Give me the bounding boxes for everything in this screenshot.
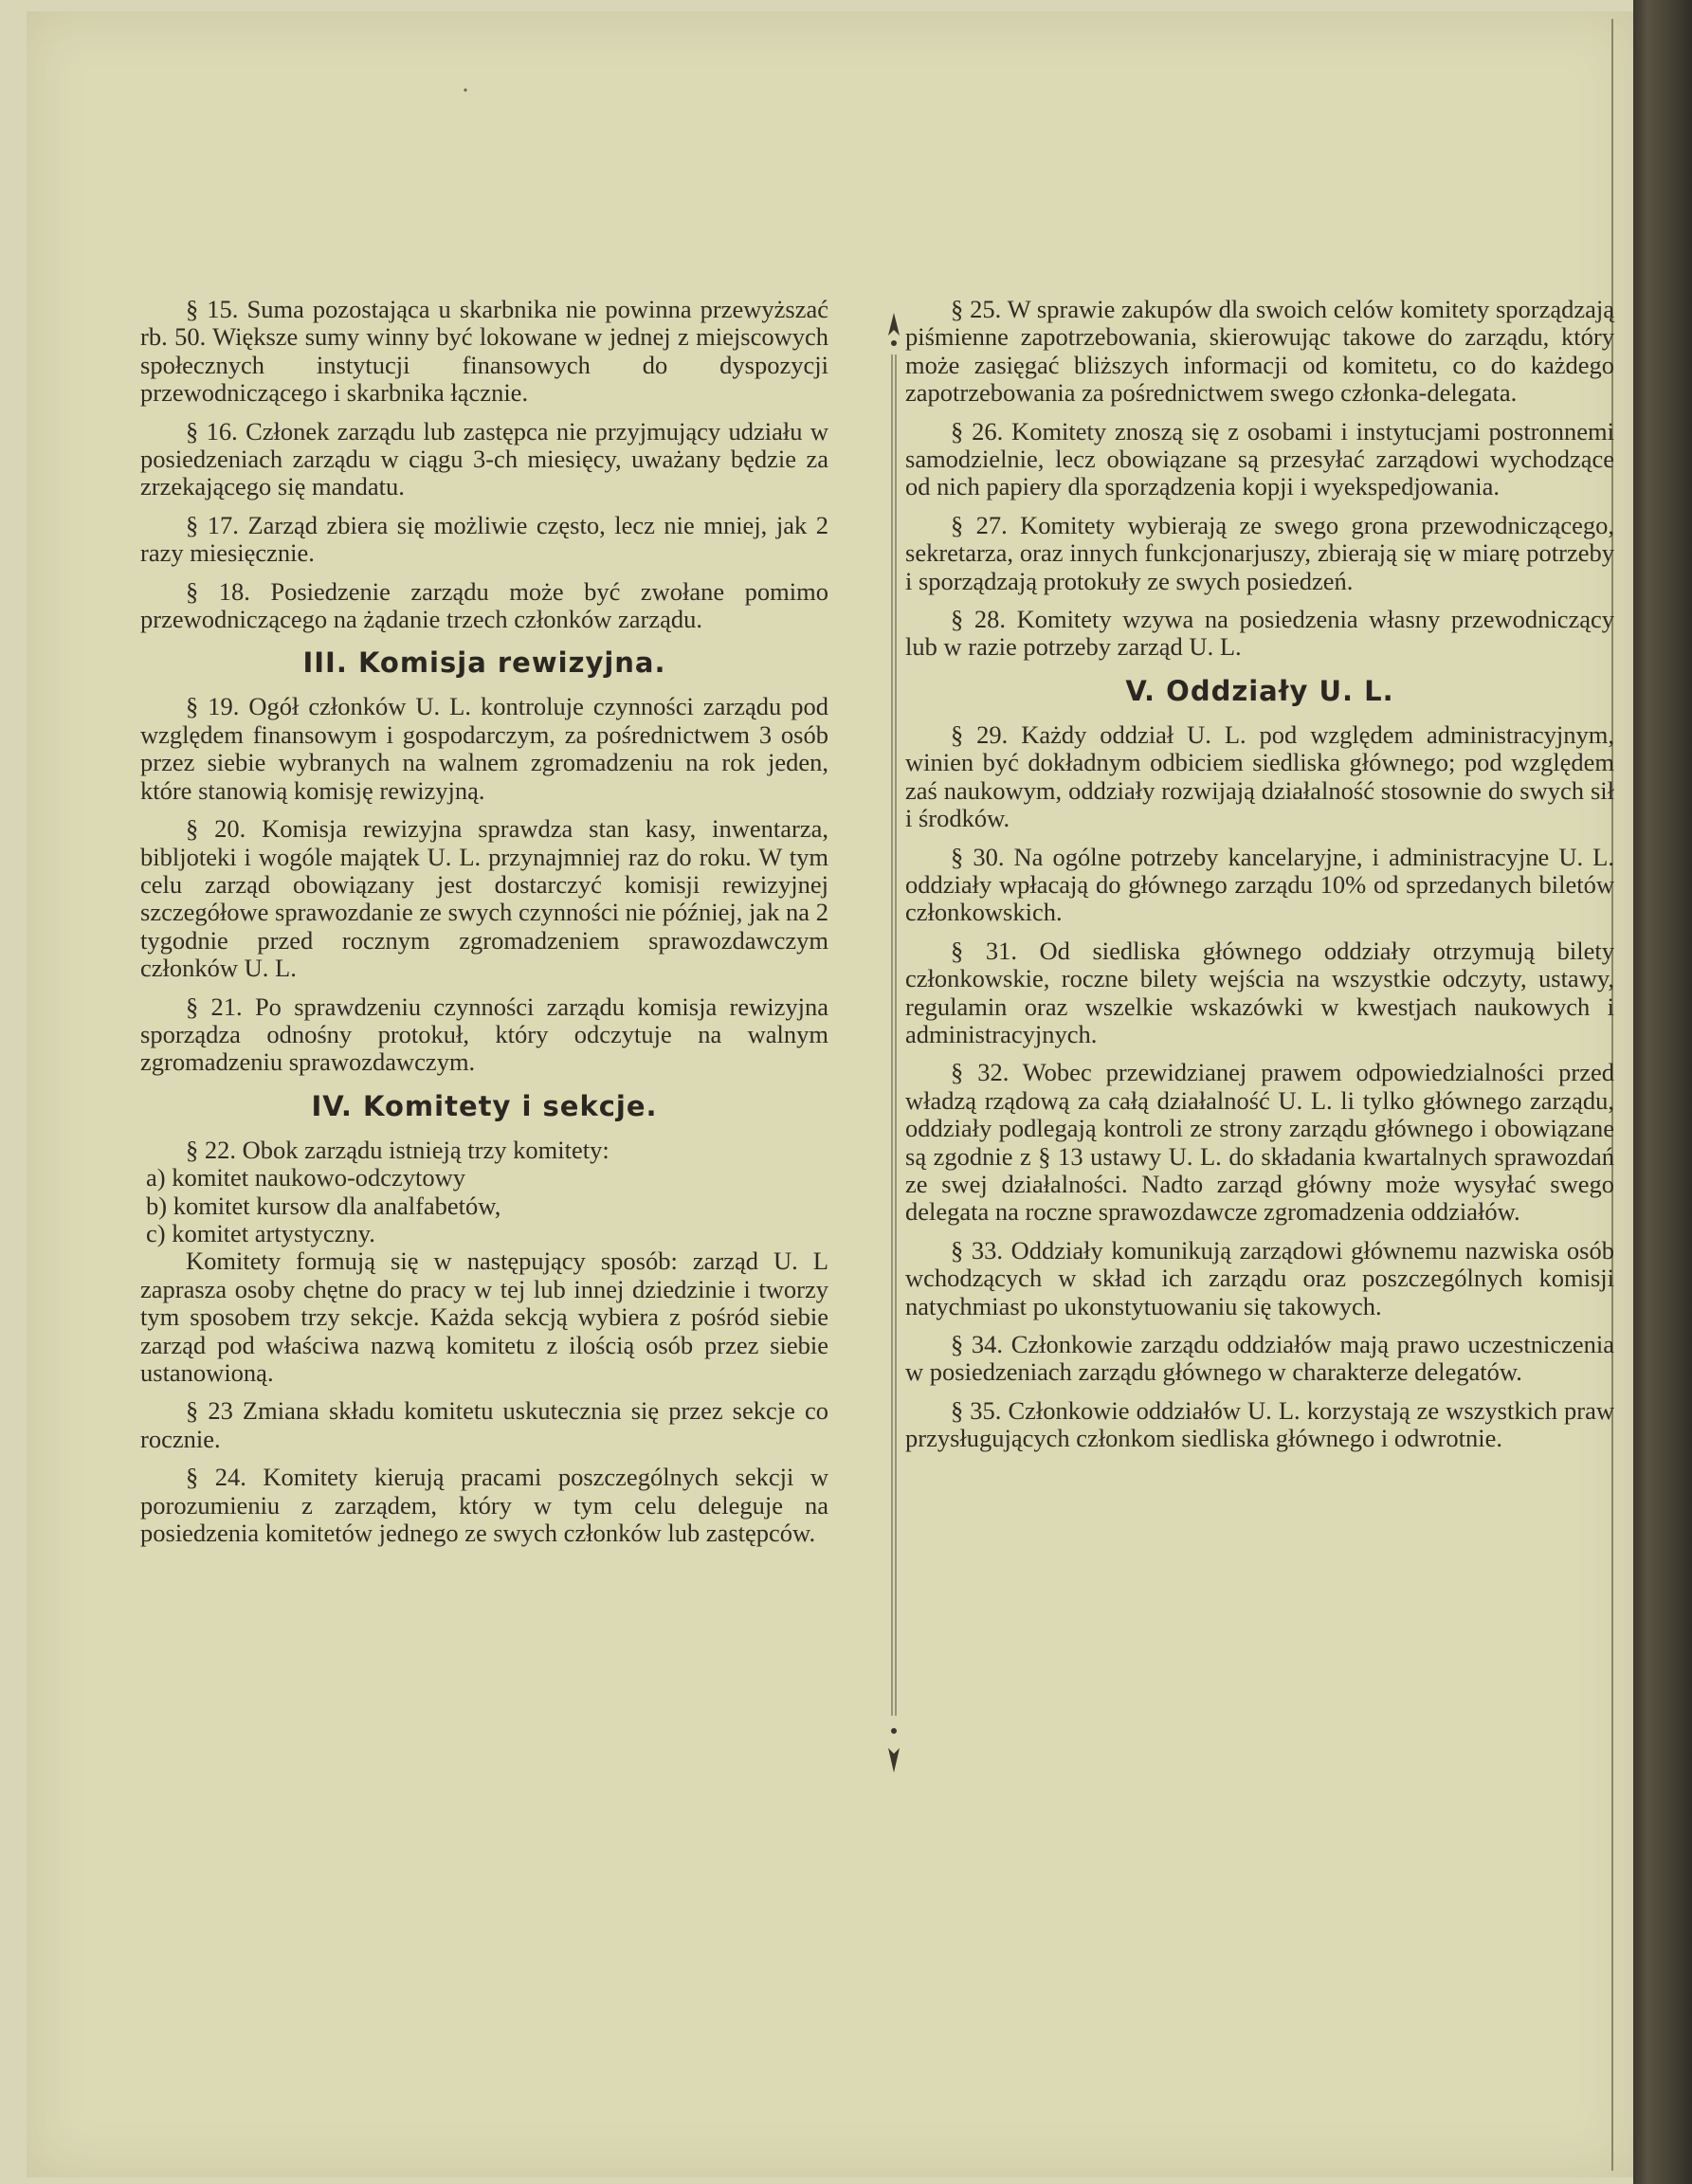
- paragraph-19: § 19. Ogół członków U. L. kontroluje czynności zarządu pod względem finansowym i gospodarczym, za pośrednictwem 3 osób przez siebie wybranych na walnem zgromadzeniu na rok jeden, które stanowią komisję rewizyjną.: [140, 692, 828, 805]
- paragraph-29: § 29. Każdy oddział U. L. pod względem administracyjnym, winien być dokładnym odbiciem siedliska głównego; pod względem zaś naukowym, oddziały rozwijają działalność stosownie do swych sił i środków.: [905, 719, 1614, 833]
- list-item-c: c) komitet artystyczny.: [146, 1218, 375, 1247]
- paragraph-22: § 22. Obok zarządu istnieją trzy komitety:: [186, 1135, 609, 1164]
- paragraph-31: § 31. Od siedliska głównego oddziały otrzymują bilety członkowskie, roczne bilety wejścia na wszystkie odczyty, ustawy, regulamin oraz wszelkie wskazówki w kwestjach naukowych i administracyjnych.: [905, 936, 1614, 1048]
- pencil-mark: [462, 82, 469, 89]
- paragraph-25: § 25. W sprawie zakupów dla swoich celów komitety sporządzają piśmienne zapotrzebowania, skierowując takowe do zarządu, który może zasięgać bliższych informacji od komitetu, co do każdego zapotrzebowania za pośrednictwem swego członka-delegata.: [905, 295, 1614, 408]
- paragraph-34: § 34. Członkowie zarządu oddziałów mają prawo uczestniczenia w posiedzeniach zarządu głównego w charakterze delegatów.: [905, 1330, 1614, 1387]
- left-column: [140, 296, 828, 1547]
- section-heading-4: IV. Komitety i sekcje.: [311, 1089, 658, 1122]
- paragraph-17: § 17. Zarząd zbiera się możliwie często, lecz nie mniej, jak 2 razy miesięcznie.: [140, 510, 828, 568]
- paragraph-16: § 16. Członek zarządu lub zastępca nie przyjmujący udziału w posiedzeniach zarządu w ciągu 3-ch miesięcy, uważany będzie za zrzekającego się mandatu.: [140, 416, 828, 501]
- section-heading-5: V. Oddziały U. L.: [1125, 674, 1394, 707]
- paragraph-33: § 33. Oddziały komunikują zarządowi głównemu nazwiska osób wchodzących w skład ich zarządu oraz poszczególnych komisji natychmiast po ukonstytuowaniu się takowych.: [905, 1235, 1614, 1320]
- paragraph-18: § 18. Posiedzenie zarządu może być zwołane pomimo przewodniczącego na żądanie trzech członków zarządu.: [140, 576, 828, 634]
- paragraph-32: § 32. Wobec przewidzianej prawem odpowiedzialności przed władzą rządową za całą działalność U. L. li tylko głównego zarządu, oddziały podlegają kontroli ze strony zarządu głównego i obowiązane są zgodnie z § 13 ustawy U. L. do składania kwartalnych sprawozdań ze swej działalności. Nadto zarząd główny może wysyłać swego delegata na roczne sprawozdawcze zgromadzenia oddziałów.: [905, 1058, 1614, 1227]
- binding-edge: [1633, 0, 1692, 2184]
- list-item-b: b) komitet kursow dla analfabetów,: [146, 1191, 501, 1220]
- arrowhead-up-icon: [888, 313, 900, 346]
- paragraph-22-continued: Komitety formują się w następujący sposób: zarząd U. L zaprasza osoby chętne do pracy w tej lub innej dziedzinie i tworzy tym sposobem trzy sekcje. Każda sekcją wybiera z pośród siebie zarząd pod właściwa nazwą komitetu z ilością osób przez siebie ustanowioną.: [140, 1247, 828, 1387]
- paragraph-20: § 20. Komisja rewizyjna sprawdza stan kasy, inwentarza, bibljoteki i wogóle majątek U. L. przynajmniej raz do roku. W tym celu zarząd obowiązany jest dostarczyć komisji rewizyjnej szczegółowe sprawozdanie ze swych czynności nie później, jak na 2 tygodnie przed rocznym zgromadzeniem sprawozdawczym członków U. L.: [140, 814, 828, 983]
- paragraph-21: § 21. Po sprawdzeniu czynności zarządu komisja rewizyjna sporządza odnośny protokuł, który odczytuje na walnym zgromadzeniu sprawozdawczym.: [140, 992, 828, 1077]
- paragraph-15: § 15. Suma pozostająca u skarbnika nie powinna przewyższać rb. 50. Większe sumy winny być lokowane w jednej z miejscowych społecznych instytucji finansowych do dyspozycji przewodniczącego i skarbnika łącznie.: [140, 295, 828, 408]
- column-divider: [885, 313, 902, 1773]
- paragraph-35: § 35. Członkowie oddziałów U. L. korzystają ze wszystkich praw przysługujących członkom siedliska głównego i odwrotnie.: [905, 1395, 1614, 1453]
- list-item-a: a) komitet naukowo-odczytowy: [146, 1163, 466, 1192]
- paragraph-23: § 23 Zmiana składu komitetu uskuteczniа się przez sekcje co rocznie.: [140, 1396, 828, 1453]
- arrowhead-down-icon: [888, 1728, 900, 1773]
- paragraph-24: § 24. Komitety kierują pracami poszczególnych sekcji w porozumieniu z zarządem, który w tym celu deleguje na posiedzenia komitetów jednego ze swych członków lub zastępców.: [140, 1463, 828, 1548]
- right-column: [905, 296, 1614, 1453]
- paragraph-26: § 26. Komitety znoszą się z osobami i instytucjami postronnemi samodzielnie, lecz obowiązane są przesyłać zarządowi wychodzące od nich papiery dla sporządzenia kopji i wyekspedjowania.: [905, 416, 1614, 501]
- paragraph-28: § 28. Komitety wzywa na posiedzenia własny przewodniczący lub w razie potrzeby zarząd U. L.: [905, 605, 1614, 662]
- section-heading-3: III. Komisja rewizyjna.: [302, 646, 666, 680]
- paragraph-30: § 30. Na ogólne potrzeby kancelaryjne, i administracyjne U. L. oddziały wpłacają do głównego zarządu 10% od sprzedanych biletów członkowskich.: [905, 842, 1614, 927]
- paragraph-27: § 27. Komitety wybierają ze swego grona przewodniczącego, sekretarza, oraz innych funkcjonarjuszy, zbierają się w miarę potrzeby i sporządzają protokuły ze swych posiedzeń.: [905, 510, 1614, 595]
